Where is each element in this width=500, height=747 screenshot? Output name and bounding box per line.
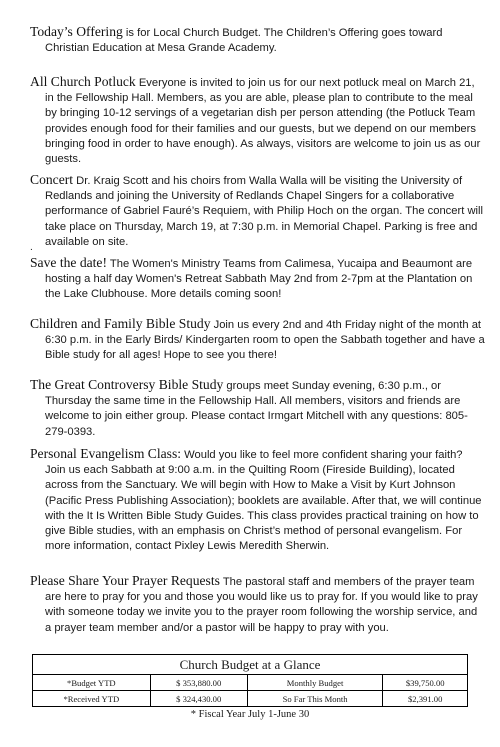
- month-label-cell: So Far This Month: [247, 691, 383, 707]
- announcement-concert: [30, 172, 485, 250]
- announcement-save-the-date: [30, 255, 485, 303]
- announcement-potluck: [30, 74, 485, 167]
- announcement-body: is for Local Church Budget. The Children’s Offering goes toward Christian Education at Mesa Grande Academy.: [45, 27, 443, 55]
- announcement-children-bible-study: [30, 316, 485, 364]
- month-value-cell: $2,391.00: [383, 691, 468, 707]
- announcement-offering: [30, 24, 485, 56]
- budget-label-cell: *Budget YTD: [33, 675, 151, 691]
- table-row: [33, 675, 468, 691]
- announcement-body: The pastoral staff and members of the prayer team are here to pray for you and those you would like us to pray for. If you would like to pray with someone today we invite you to the prayer room following the worship service, and a prayer team member and/or a pastor will be happy to pray with you.: [45, 576, 478, 634]
- budget-section: [32, 654, 468, 720]
- announcement-body: groups meet Sunday evening, 6:30 p.m., or Thursday the same time in the Fellowship Hall. All members, visitors and friends are welcome to join either group. Please contact Irmgart Mitchell with any questions: 805-279-0393.: [45, 380, 468, 438]
- announcement-heading: Personal Evangelism Class:: [30, 446, 182, 461]
- announcement-evangelism-class: [30, 446, 485, 554]
- received-value-cell: $ 324,430.00: [150, 691, 247, 707]
- announcement-heading: Today’s Offering: [30, 24, 123, 39]
- monthly-label-cell: Monthly Budget: [247, 675, 383, 691]
- received-label-cell: *Received YTD: [33, 691, 151, 707]
- announcement-great-controversy: [30, 377, 485, 440]
- announcement-body: The Women's Ministry Teams from Calimesa, Yucaipa and Beaumont are hosting a half day Women's Retreat Sabbath May 2nd from 2-7pm at the Plantation on the Lake Clubhouse. More details coming soon!: [45, 258, 473, 301]
- budget-footnote: * Fiscal Year July 1-June 30: [190, 709, 310, 720]
- announcement-body: Join us every 2nd and 4th Friday night of the month at 6:30 p.m. in the Early Birds/ Kindergarten room to open the Sabbath together and have a Bible study for all ages! Hope to see you there!: [45, 319, 485, 362]
- announcement-body: Everyone is invited to join us for our next potluck meal on March 21, in the Fellowship Hall. Members, as you are able, please plan to contribute to the meal by bringing 10-12 servings of a vegetarian dish per person attending (the Potluck Team provides enough food for their families and our guests, but we depend on our members bringing food in order to have enough). As always, visitors are welcome to join us as our guests.: [45, 77, 481, 166]
- announcement-heading: Concert: [30, 172, 74, 187]
- announcement-heading: All Church Potluck: [30, 74, 136, 89]
- announcement-prayer-requests: [30, 573, 485, 636]
- announcement-heading: Save the date!: [30, 255, 107, 270]
- monthly-value-cell: $39,750.00: [383, 675, 468, 691]
- announcement-body: Would you like to feel more confident sharing your faith? Join us each Sabbath at 9:00 a.m. in the Quilting Room (Fireside Building), located across from the Sanctuary. We will begin with How to Make a Visit by Kurt Johnson (Pacific Press Publishing Association); booklets are available. After that, we will continue with the It Is Written Bible Study Guides. This class provides practical training on how to give Bible studies, with an emphasis on Christ’s method of personal evangelism. For more information, contact Pixley Lewis Meredith Sherwin.: [45, 449, 482, 553]
- budget-value-cell: $ 353,880.00: [150, 675, 247, 691]
- announcement-heading: The Great Controversy Bible Study: [30, 377, 224, 392]
- budget-table: [32, 674, 468, 707]
- stray-mark: .: [30, 242, 33, 253]
- announcement-heading: Children and Family Bible Study: [30, 316, 211, 331]
- table-row: [33, 691, 468, 707]
- budget-title: Church Budget at a Glance: [32, 654, 468, 674]
- announcement-body: Dr. Kraig Scott and his choirs from Walla Walla will be visiting the University of Redlands and joining the University of Redlands Chapel Singers for a collaborative performance of Gabriel Fauré’s Requiem, with Philip Hoch on the organ. The concert will take place on Thursday, March 19, at 7:30 p.m. in Memorial Chapel. Parking is free and available on site.: [45, 175, 483, 248]
- announcement-heading: Please Share Your Prayer Requests: [30, 573, 220, 588]
